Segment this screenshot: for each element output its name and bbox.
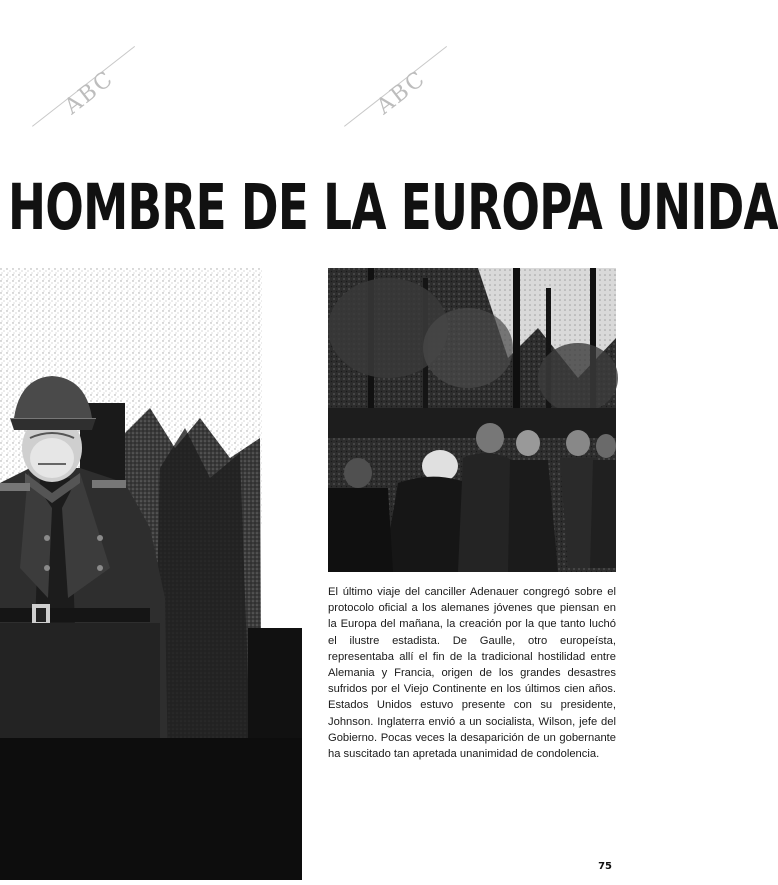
headline: HOMBRE DE LA EUROPA UNIDA xyxy=(8,171,778,244)
watermark-abc: ABC xyxy=(60,65,119,120)
photo-crowd xyxy=(328,268,616,572)
photo-soldier xyxy=(0,268,302,880)
article-body: El último viaje del canciller Adenauer congregó sobre el protocolo oficial a los alemanes jóvenes que piensan en la Europa del mañana, la creación por la que tanto luchó el ilustre estadista. De Gaulle, otro europeísta, representaba allí el fin de la tradicional hostilidad entre Alemania y Francia, origen de los grandes desastres sufridos por el Viejo Continente en los últimos cien años. Estados Unidos estuvo presente con su presidente, Johnson. Inglaterra envió a un socialista, Wilson, jefe del Gobierno. Pocas veces la desaparición de un gobernante ha suscitado tan apretada unanimidad de condolencia. xyxy=(328,586,616,761)
page-number: 75 xyxy=(598,861,612,872)
crowd-image xyxy=(328,268,616,572)
soldier-image xyxy=(0,268,302,880)
watermark-abc: ABC xyxy=(372,65,431,120)
